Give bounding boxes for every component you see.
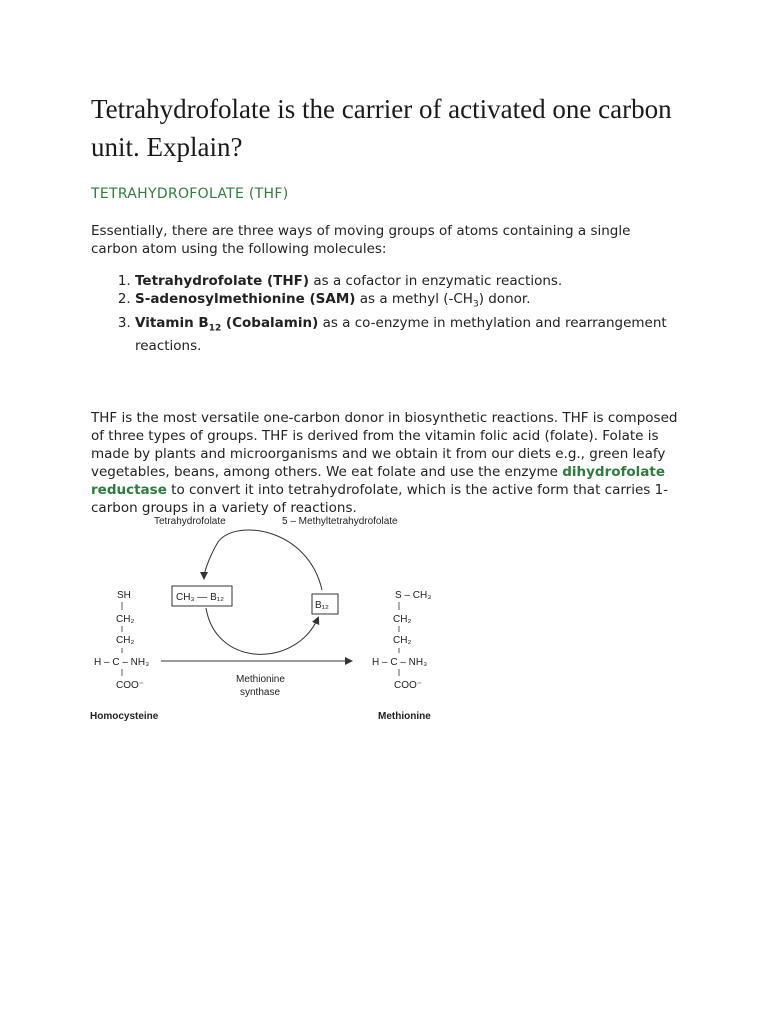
homocysteine-coo: COO⁻ [116, 680, 145, 691]
page-title: Tetrahydrofolate is the carrier of activated one carbon unit. Explain? [91, 94, 672, 162]
document-page [91, 90, 681, 517]
cycle-arrow-upper [204, 530, 322, 590]
enzyme-label: Methionine [236, 674, 285, 685]
list-item-text: ) donor. [478, 291, 531, 307]
list-item-bold: S-adenosylmethionine (SAM) [135, 291, 356, 307]
list-item [135, 314, 681, 356]
methionine-ch2: CH₂ [393, 614, 412, 625]
homocysteine-ch2: CH₂ [116, 614, 135, 625]
homocysteine-sh: SH [117, 590, 131, 601]
mthf-label: 5 – Methyltetrahydrofolate [282, 516, 398, 527]
b12-label: B₁₂ [315, 600, 329, 611]
methionine-label: Methionine [378, 711, 431, 722]
enzyme-label: synthase [240, 687, 281, 698]
list-item [135, 272, 681, 290]
list-item-text: as a methyl (-CH [355, 291, 473, 307]
methionine-sch3: S – CH₃ [395, 590, 432, 601]
molecule-list [91, 272, 681, 355]
list-item-text: as a cofactor in enzymatic reactions. [309, 273, 563, 289]
subscript: 3 [472, 299, 479, 310]
ch3-b12-label: CH₃ — B₁₂ [176, 592, 224, 603]
section-heading: TETRAHYDROFOLATE (THF) [91, 186, 289, 202]
homocysteine-hc: H – C – NH₃ [94, 657, 150, 668]
list-item [135, 290, 681, 314]
cycle-arrow-lower [206, 608, 318, 654]
homocysteine-label: Homocysteine [90, 711, 159, 722]
homocysteine-ch2: CH₂ [116, 635, 135, 646]
dihydrofolate-reductase-link[interactable]: dihydrofolate reductase [91, 464, 666, 499]
thf-paragraph: THF is the most versatile one-carbon donor in biosynthetic reactions. THF is composed of three types of groups. THF is derived from the vitamin folic acid (folate). Folate is made by plants and microorganisms and we obtain it from our diets e.g., green leafy vegetables, beans, among others. We eat folate and use the enzyme dihydrofolate reductase to convert it into tetrahydrofolate, which is the active form that carries 1-carbon groups in a variety of reactions. [91, 410, 678, 517]
list-item-bold: Vitamin $B_{12}$ (Cobalamin) [135, 314, 319, 334]
methionine-synthase-diagram [86, 508, 446, 728]
methionine-ch2: CH₂ [393, 635, 412, 646]
thf-label: Tetrahydrofolate [154, 516, 226, 527]
methionine-coo: COO⁻ [394, 680, 423, 691]
methionine-hc: H – C – NH₃ [372, 657, 428, 668]
intro-paragraph: Essentially, there are three ways of moving groups of atoms containing a single carbon atom using the following molecules: [91, 223, 631, 257]
list-item-bold: Tetrahydrofolate (THF) [135, 273, 310, 289]
list-item-text: as a co-enzyme in methylation and rearrangement reactions. [135, 314, 667, 355]
